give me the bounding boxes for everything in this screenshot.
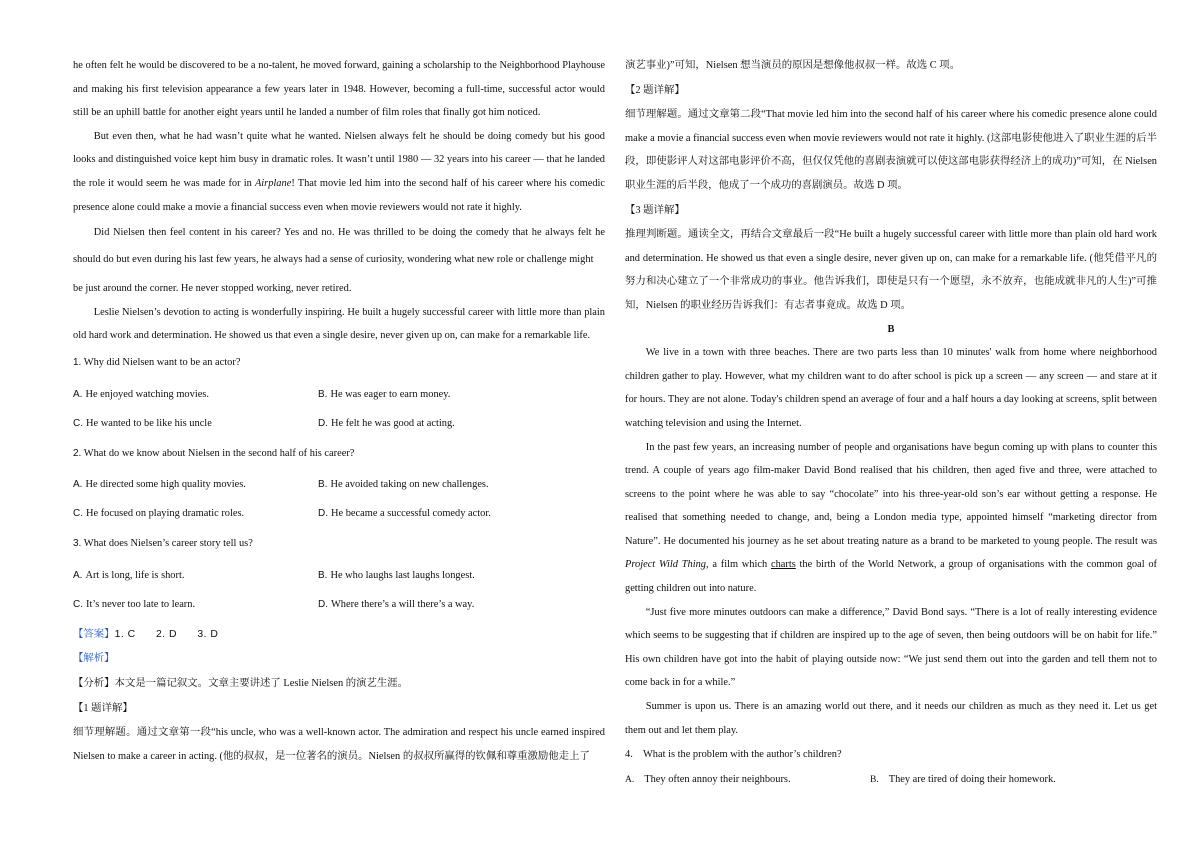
option-d[interactable]: D. Where there’s a will there’s a way. bbox=[318, 598, 475, 610]
analysis-summary: 【分析】本文是一篇记叙文。文章主要讲述了 Leslie Nielsen 的演艺生涯。 bbox=[73, 677, 409, 689]
question-2 bbox=[73, 442, 605, 529]
q1-explanation: 细节理解题。通过文章第一段“his uncle, who was a well-known actor. The admiration and respect his uncle earned inspired Nielsen to make a career in acting. (他的叔叔，是一位著名的演员。Nielsen 的叔叔所赢得的钦佩和尊重激励他走上了 bbox=[73, 727, 605, 762]
film-title: Airplane bbox=[254, 177, 292, 189]
option-c[interactable]: C. It’s never too late to learn. bbox=[73, 598, 196, 610]
question-number: 2. bbox=[73, 447, 82, 459]
q3-explanation: 推理判断题。通读全文，再结合文章最后一段“He built a hugely successful career with little more than plain old hard work and determination. He showed us that even a single desire, never given up on, can make for a remarkable life. (他凭借平凡的努力和决心建立了一个非常成功的事业。他告诉我们，即使是只有一个愿望，永不放弃，也能成就非凡的人生)”可推知，Nielsen 的职业经历告诉我们：有志者事竟成。故选 D 项。 bbox=[625, 229, 1157, 311]
underlined-word: charts bbox=[770, 559, 796, 571]
option-b[interactable]: B. He avoided taking on new challenges. bbox=[318, 479, 489, 491]
paragraph: “Just five more minutes outdoors can make a difference,” David Bond says. “There is a lot of really interesting evidence which seems to be suggesting that if children are inspired up to the age of seven, then being outdoors will be on habit for life.” His own children have got into the habit of playing outside now: “We just send them out into the garden and tell them not to come back in for a while.” bbox=[625, 606, 1157, 689]
question-number: 3. bbox=[73, 538, 82, 550]
analysis-label: 【解析】 bbox=[73, 653, 115, 665]
question-3 bbox=[73, 532, 605, 619]
question-number: 4. bbox=[625, 749, 633, 761]
options bbox=[73, 380, 605, 438]
question-text: Why did Nielsen want to be an actor? bbox=[83, 356, 241, 368]
left-column bbox=[73, 54, 605, 768]
option-d[interactable]: D. He felt he was good at acting. bbox=[318, 417, 455, 429]
options bbox=[73, 561, 605, 619]
q1-explanation-cont: 演艺事业)”可知，Nielsen 想当演员的原因是想像他叔叔一样。故选 C 项。 bbox=[625, 60, 961, 71]
paragraph: In the past few years, an increasing number of people and organisations have begun coming up with plans to counter this trend. A couple of years ago film-maker David Bond realised that his children, then aged five and three, were attached to screens to the point where he was able to say “chocolate” into his three-year-old son’s ear without getting a response. He realised that something needed to change, and, being a London media type, appointed himself “marketing director from Nature”. He documented his journey as he set about treating nature as a brand to be marketed to young people. The result was Project Wild Thing, a film which charts the birth of the World Network, a group of organisations with the common goal of getting children out into nature. bbox=[625, 441, 1158, 595]
paragraph: We live in a town with three beaches. There are two parts less than 10 minutes' walk from home where neighborhood children gather to play. However, what my children want to do after school is pick up a screen — any screen — and stare at it for hours. They are not alone. Today's children spend an average of four and a half hours a day looking at screens, split between watching television and using the Internet. bbox=[625, 347, 1157, 429]
paragraph: he often felt he would be discovered to be a no-talent, he moved forward, gaining a scholarship to the Neighborhood Playhouse and making his first television appearance a few years later in 1948. However, becoming a full-time, successful actor would still be an uphill battle for another eight years until he landed a number of film roles that finally got him noticed. bbox=[73, 60, 605, 119]
option-b[interactable]: B. They are tired of doing their homework. bbox=[870, 773, 1056, 785]
options bbox=[73, 470, 605, 528]
option-a[interactable]: A. He enjoyed watching movies. bbox=[73, 388, 209, 400]
option-c[interactable]: C. He focused on playing dramatic roles. bbox=[73, 508, 245, 520]
question-4 bbox=[625, 743, 1157, 767]
film-title: Project Wild Thing bbox=[625, 559, 707, 571]
option-a[interactable]: A. They often annoy their neighbours. bbox=[625, 773, 791, 785]
answer-values: 1. C 2. D 3. D bbox=[114, 628, 219, 640]
paragraph: Leslie Nielsen’s devotion to acting is wonderfully inspiring. He built a hugely successful career with little more than plain old hard work and determination. He showed us that even a single desire, never given up on, can make for a remarkable life. bbox=[73, 306, 605, 342]
paragraph: Did Nielsen then feel content in his career? Yes and no. He was thrilled to be doing the comedy that he always felt he should do but even during his last few years, he always had a sense of curiosity, wondering what new role or challenge might bbox=[73, 227, 605, 266]
option-d[interactable]: D. He became a successful comedy actor. bbox=[318, 508, 491, 520]
question-text: What do we know about Nielsen in the second half of his career? bbox=[83, 447, 355, 459]
answer-label: 【答案】 bbox=[73, 628, 115, 640]
answer-line bbox=[73, 623, 605, 647]
question-text: What does Nielsen’s career story tell us? bbox=[83, 538, 253, 550]
question-number: 1. bbox=[73, 356, 82, 368]
paragraph: Summer is upon us. There is an amazing world out there, and it needs our children as much as they need it. Let us get them out and let them play. bbox=[625, 701, 1157, 736]
q3-explanation-heading: 【3 题详解】 bbox=[625, 204, 685, 216]
q2-explanation-heading: 【2 题详解】 bbox=[625, 84, 685, 96]
right-column bbox=[625, 54, 1157, 792]
option-a[interactable]: A. He directed some high quality movies. bbox=[73, 479, 246, 491]
option-b[interactable]: B. He who laughs last laughs longest. bbox=[318, 569, 475, 581]
option-a[interactable]: A. Art is long, life is short. bbox=[73, 569, 185, 581]
q1-explanation-heading: 【1 题详解】 bbox=[73, 702, 133, 714]
options bbox=[625, 768, 1157, 792]
q2-explanation: 细节理解题。通过文章第二段“That movie led him into the second half of his career where his comedic presence alone could make a movie a financial success even when movie reviewers would not rate it highly. (这部电影使他进入了职业生涯的后半段，即使影评人对这部电影评价不高，但仅仅凭他的喜剧表演就可以使这部电影获得经济上的成功)”可知，在 Nielsen 职业生涯的后半段，他成了一个成功的喜剧演员。故选 D 项。 bbox=[625, 109, 1157, 191]
section-heading: B bbox=[887, 323, 895, 335]
paragraph: be just around the corner. He never stopped working, never retired. bbox=[73, 283, 352, 295]
option-b[interactable]: B. He was eager to earn money. bbox=[318, 388, 451, 400]
question-1 bbox=[73, 351, 605, 438]
paragraph: But even then, what he had wasn’t quite what he wanted. Nielsen always felt he should be doing comedy but his good looks and distinguished voice kept him busy in dramatic roles. It wasn’t until 1980 — 32 years into his career — that he landed the role it would seem he was made for in Airplane! That movie led him into the second half of his career where his comedic presence alone could make a movie a financial success even when movie reviewers would not rate it highly. bbox=[73, 130, 606, 213]
question-text: What is the problem with the author’s children? bbox=[643, 749, 842, 761]
option-c[interactable]: C. He wanted to be like his uncle bbox=[73, 417, 212, 429]
